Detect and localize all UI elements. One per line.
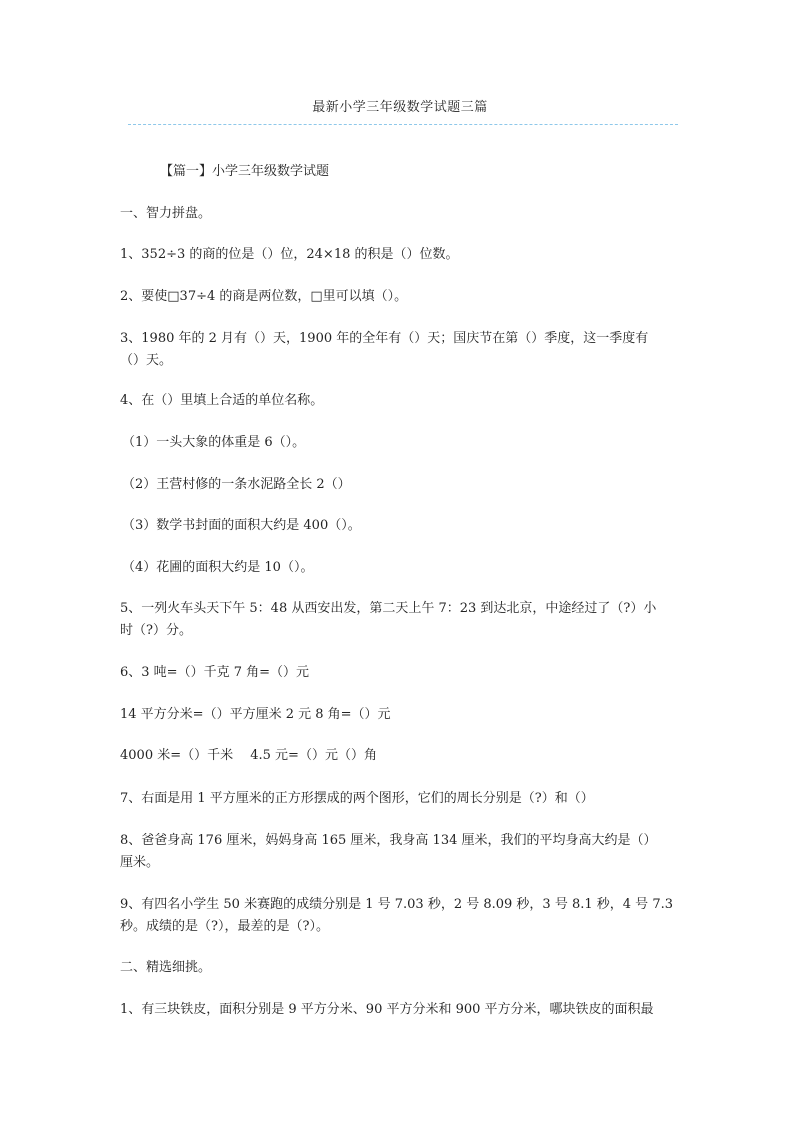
question-9-line-2: 秒。成绩的是（?），最差的是（?）。: [120, 919, 329, 934]
question-4-item-4: （4）花圃的面积大约是 10（）。: [122, 560, 314, 575]
question-6-line-1: 6、3 吨=（）千克 7 角=（）元: [120, 665, 309, 680]
question-6-line-2: 14 平方分米=（）平方厘米 2 元 8 角=（）元: [120, 707, 391, 722]
part2-heading: 二、精选细挑。: [120, 960, 212, 975]
title-divider: [128, 124, 678, 125]
question-7: 7、右面是用 1 平方厘米的正方形摆成的两个图形，它们的周长分别是（?）和（）: [120, 791, 594, 806]
part1-heading: 一、智力拼盘。: [120, 206, 212, 221]
question-1: 1、352÷3 的商的位是（）位，24×18 的积是（）位数。: [120, 247, 459, 262]
question-9-line-1: 9、有四名小学生 50 米赛跑的成绩分别是 1 号 7.03 秒，2 号 8.09 秒，3 号 8.1 秒，4 号 7.3: [120, 897, 673, 912]
part2-question-1: 1、有三块铁皮，面积分别是 9 平方分米、90 平方分米和 900 平方分米，哪块铁皮的面积最: [120, 1002, 654, 1017]
question-4-item-3: （3）数学书封面的面积大约是 400（）。: [122, 518, 361, 533]
question-4: 4、在（）里填上合适的单位名称。: [120, 393, 324, 408]
question-5-line-2: 时（?）分。: [120, 623, 192, 638]
document-title: 最新小学三年级数学试题三篇: [312, 100, 488, 115]
question-3-line-1: 3、1980 年的 2 月有（）天，1900 年的全年有（）天；国庆节在第（）季度，这一季度有: [120, 331, 649, 346]
question-2: 2、要使□37÷4 的商是两位数，□里可以填（）。: [120, 289, 408, 304]
question-4-item-1: （1）一头大象的体重是 6（）。: [122, 435, 306, 450]
question-3-line-2: （）天。: [120, 353, 173, 368]
question-4-item-2: （2）王营村修的一条水泥路全长 2（）: [122, 477, 351, 492]
question-6-line-3: 4000 米=（）千米 4.5 元=（）元（）角: [120, 748, 377, 763]
question-5-line-1: 5、一列火车头天下午 5：48 从西安出发，第二天上午 7：23 到达北京，中途经过了（?）小: [120, 601, 657, 616]
section-heading: 【篇一】小学三年级数学试题: [160, 164, 330, 179]
question-8-line-1: 8、爸爸身高 176 厘米，妈妈身高 165 厘米，我身高 134 厘米，我们的平均身高大约是（）: [120, 833, 657, 848]
question-8-line-2: 厘米。: [120, 855, 160, 870]
